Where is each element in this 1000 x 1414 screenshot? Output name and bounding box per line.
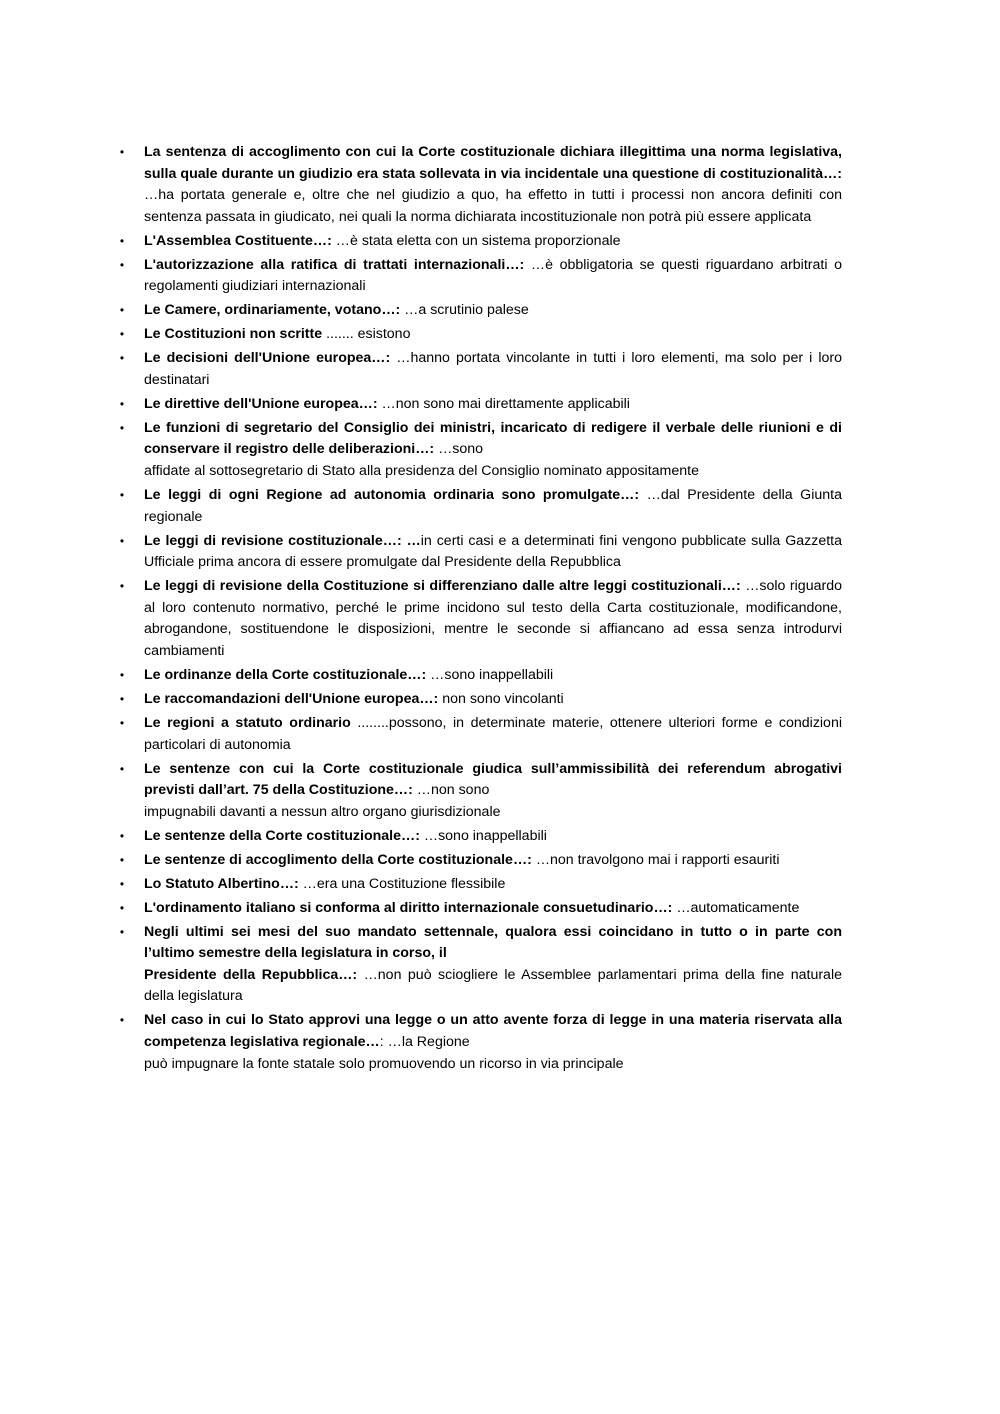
question-text: Negli ultimi sei mesi del suo mandato settennale, qualora essi coincidano in tutto o in parte con l’ultimo semestre della legislatura in corso, il bbox=[144, 923, 842, 962]
bullet-icon: • bbox=[119, 876, 125, 891]
question-text: Le decisioni dell'Unione europea…: bbox=[144, 350, 391, 367]
question-text: Le ordinanze della Corte costituzionale…: bbox=[144, 666, 427, 683]
list-item bbox=[118, 531, 842, 574]
bullet-icon: • bbox=[119, 667, 125, 682]
list-item bbox=[118, 759, 842, 824]
list-item bbox=[118, 418, 842, 483]
question-text: L'ordinamento italiano si conforma al diritto internazionale consuetudinario…: bbox=[144, 899, 673, 916]
question-text: Nel caso in cui lo Stato approvi una legge o un atto avente forza di legge in una materia riservata alla competenza legislativa regionale… bbox=[144, 1012, 842, 1050]
list-item bbox=[118, 348, 842, 391]
question-text: Le direttive dell'Unione europea…: bbox=[144, 395, 378, 412]
qa-list bbox=[118, 142, 842, 1078]
question-text: Le leggi di ogni Regione ad autonomia ordinaria sono promulgate…: bbox=[144, 487, 640, 504]
question-text: Le leggi di revisione costituzionale…: … bbox=[144, 532, 421, 549]
answer-text: ....... esistono bbox=[322, 326, 411, 343]
bullet-icon: • bbox=[119, 145, 125, 159]
bullet-icon: • bbox=[119, 579, 125, 594]
question-text: La sentenza di accoglimento con cui la Corte costituzionale dichiara illegittima una norma legislativa, sulla quale durante un giudizio era stata sollevata in via incidentale una questione di costituzionalità…: bbox=[144, 144, 842, 182]
bullet-icon: • bbox=[119, 715, 125, 730]
answer-continuation: affidate al sottosegretario di Stato alla presidenza del Consiglio nominato appositamente bbox=[144, 463, 699, 480]
list-item bbox=[118, 689, 842, 711]
list-item bbox=[118, 255, 842, 298]
list-item bbox=[118, 850, 842, 872]
list-item bbox=[118, 300, 842, 322]
question-text: Le funzioni di segretario del Consiglio dei ministri, incaricato di redigere il verbale delle riunioni e di conservare il registro delle deliberazioni…: bbox=[144, 419, 842, 458]
list-item bbox=[118, 324, 842, 346]
list-item bbox=[118, 231, 842, 253]
bullet-icon: • bbox=[119, 327, 125, 342]
bullet-icon: • bbox=[119, 303, 125, 318]
answer-text: …automaticamente bbox=[672, 899, 800, 916]
answer-text: …sono inappellabili bbox=[426, 666, 554, 683]
answer-continuation: impugnabili davanti a nessun altro organo giurisdizionale bbox=[144, 803, 501, 820]
question-text: Lo Statuto Albertino…: bbox=[144, 875, 299, 892]
list-item bbox=[118, 713, 842, 756]
question-text: Le sentenze della Corte costituzionale…: bbox=[144, 827, 420, 844]
answer-text: …dal Presidente della Giunta regionale bbox=[144, 487, 842, 525]
answer-text: …hanno portata vincolante in tutti i loro elementi, ma solo per i loro destinatari bbox=[144, 350, 842, 388]
question-text: L'autorizzazione alla ratifica di trattati internazionali…: bbox=[144, 256, 525, 273]
bullet-icon: • bbox=[119, 257, 125, 272]
question-text: Le regioni a statuto ordinario bbox=[144, 714, 351, 731]
answer-text: …non può sciogliere le Assemblee parlamentari prima della fine naturale della legislatura bbox=[144, 966, 842, 1005]
answer-text: …è obbligatoria se questi riguardano arbitrati o regolamenti giudiziari internazionali bbox=[144, 256, 842, 295]
list-item bbox=[118, 665, 842, 687]
question-text: L'Assemblea Costituente…: bbox=[144, 232, 332, 249]
answer-text: …è stata eletta con un sistema proporzionale bbox=[331, 232, 621, 249]
question-text: Le sentenze di accoglimento della Corte costituzionale…: bbox=[144, 851, 532, 868]
bullet-icon: • bbox=[119, 351, 125, 366]
bullet-icon: • bbox=[119, 233, 125, 248]
bullet-icon: • bbox=[119, 761, 125, 776]
bullet-icon: • bbox=[119, 924, 125, 939]
answer-text: ........possono, in determinate materie, ottenere ulteriori forme e condizioni particolari di autonomia bbox=[144, 714, 842, 753]
question-text: Le raccomandazioni dell'Unione europea…: bbox=[144, 690, 439, 707]
bullet-icon: • bbox=[119, 828, 125, 843]
answer-text: : …la Regione bbox=[379, 1033, 470, 1050]
bullet-icon: • bbox=[119, 852, 125, 867]
answer-text: in certi casi e a determinati fini vengono pubblicate sulla Gazzetta Ufficiale prima ancora di essere promulgate dal Presidente della Repubblica bbox=[144, 532, 842, 571]
bullet-icon: • bbox=[119, 691, 125, 706]
answer-text: …non sono bbox=[412, 782, 490, 799]
answer-text: …non sono mai direttamente applicabili bbox=[377, 395, 630, 412]
answer-continuation: può impugnare la fonte statale solo promuovendo un ricorso in via principale bbox=[144, 1055, 624, 1072]
list-item bbox=[118, 394, 842, 416]
list-item bbox=[118, 1010, 842, 1075]
answer-text: …sono bbox=[434, 441, 484, 458]
answer-text: …non travolgono mai i rapporti esauriti bbox=[531, 851, 780, 868]
list-item bbox=[118, 576, 842, 662]
answer-text: …solo riguardo al loro contenuto normativo, perché le prime incidono sul testo della Carta costituzionale, modificandone, abrogandone, sostituendone le disposizioni, mentre le seconde si affiancano ad essa senza introdurvi cambiamenti bbox=[144, 578, 842, 659]
question-text: Le sentenze con cui la Corte costituzionale giudica sull’ammissibilità dei referendum abrogativi previsti dall’art. 75 della Costituzione…: bbox=[144, 760, 842, 799]
question-text: Le leggi di revisione della Costituzione si differenziano dalle altre leggi costituzionali…: bbox=[144, 578, 741, 595]
answer-text: …ha portata generale e, oltre che nel giudizio a quo, ha effetto in tutti i processi non ancora definiti con sentenza passata in giudicato, nei quali la norma dichiarata incostituzionale non potrà più essere applicata bbox=[144, 187, 842, 225]
list-item bbox=[118, 826, 842, 848]
list-item bbox=[118, 898, 842, 920]
list-item bbox=[118, 922, 842, 1008]
question-text-continuation: Presidente della Repubblica…: bbox=[144, 966, 358, 983]
bullet-icon: • bbox=[119, 396, 125, 411]
answer-text: …a scrutinio palese bbox=[400, 302, 529, 319]
list-item bbox=[118, 485, 842, 528]
bullet-icon: • bbox=[119, 420, 125, 435]
answer-text: …sono inappellabili bbox=[419, 827, 547, 844]
list-item bbox=[118, 142, 842, 228]
bullet-icon: • bbox=[119, 1013, 125, 1028]
bullet-icon: • bbox=[119, 488, 125, 503]
question-text: Le Costituzioni non scritte bbox=[144, 326, 323, 343]
bullet-icon: • bbox=[119, 533, 125, 548]
list-item bbox=[118, 874, 842, 896]
question-text: Le Camere, ordinariamente, votano…: bbox=[144, 302, 401, 319]
answer-text: non sono vincolanti bbox=[438, 690, 564, 707]
bullet-icon: • bbox=[119, 900, 125, 915]
answer-text: …era una Costituzione flessibile bbox=[298, 875, 506, 892]
